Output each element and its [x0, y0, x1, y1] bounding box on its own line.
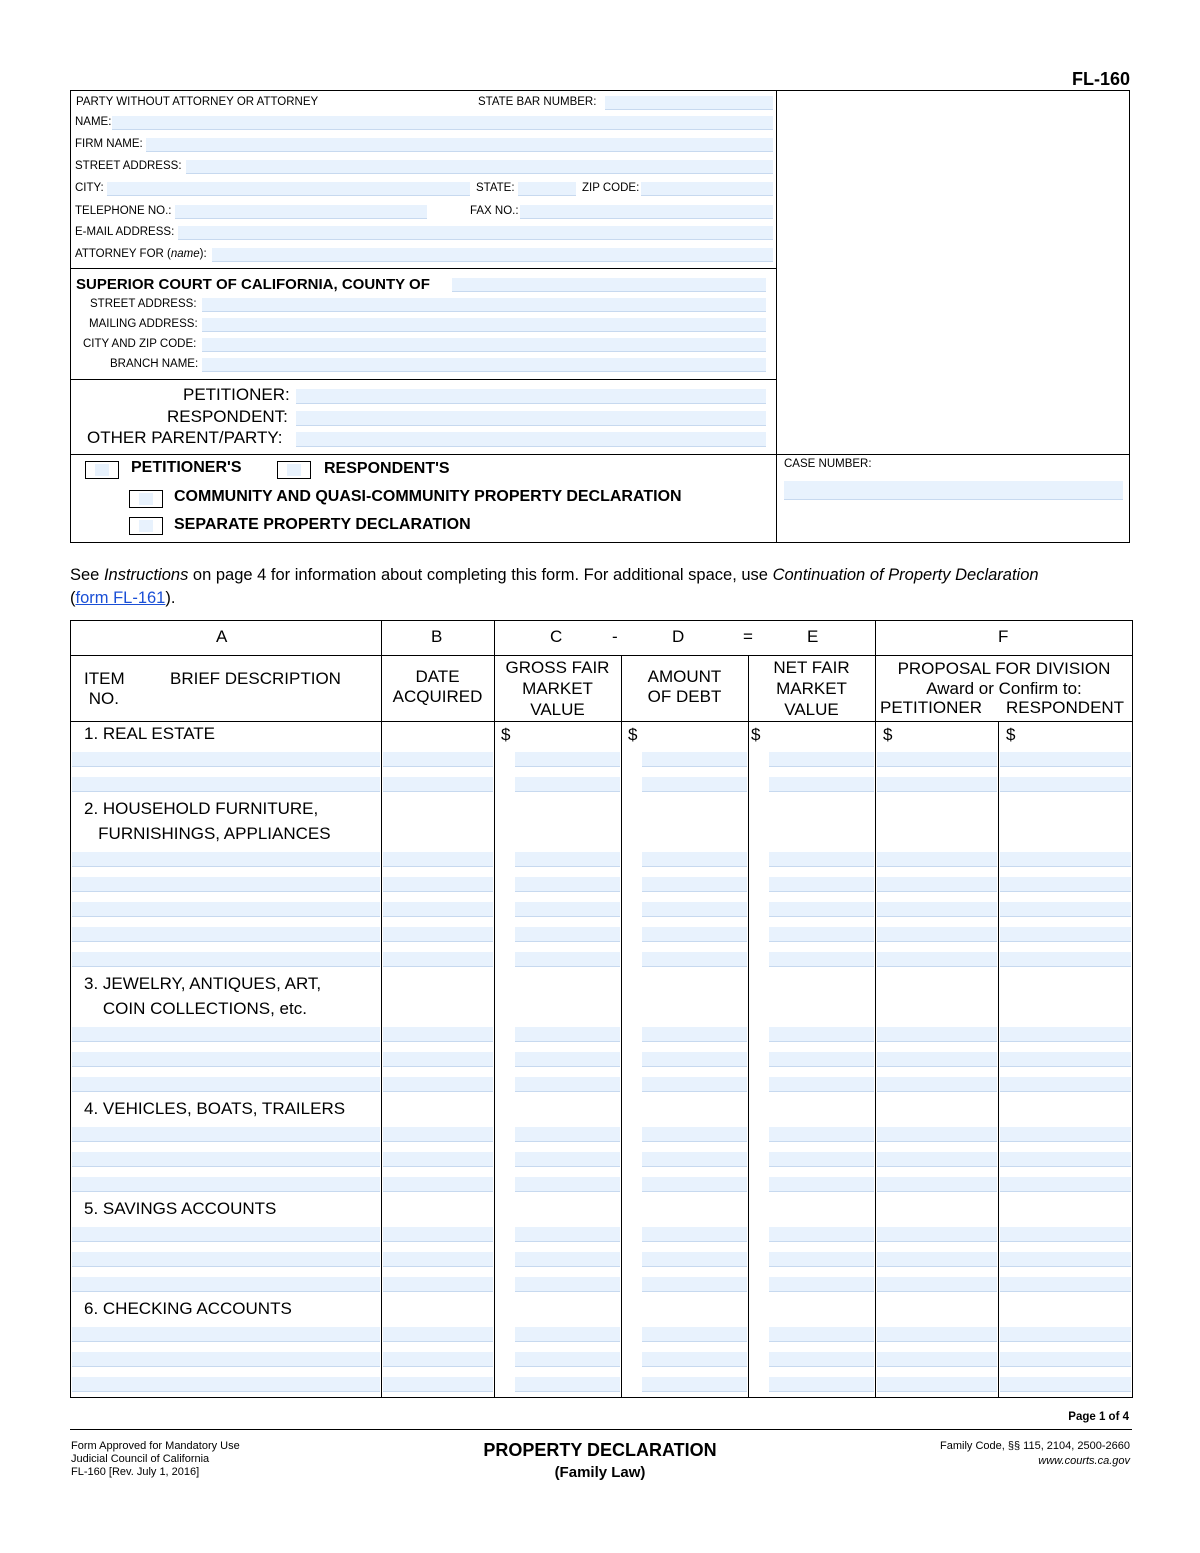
property-input-cell[interactable]	[72, 1377, 380, 1392]
property-input-cell[interactable]	[72, 1252, 380, 1267]
case-number-field[interactable]	[784, 481, 1123, 500]
property-input-cell[interactable]	[642, 752, 747, 767]
property-input-cell[interactable]	[769, 1177, 874, 1192]
property-input-cell[interactable]	[72, 852, 380, 867]
court-title: SUPERIOR COURT OF CALIFORNIA, COUNTY OF	[76, 276, 430, 293]
section-household: 2. HOUSEHOLD FURNITURE, FURNISHINGS, APPLIANCES	[84, 799, 331, 843]
state-bar-field[interactable]	[605, 96, 773, 110]
court-mailing-label: MAILING ADDRESS:	[89, 318, 198, 330]
property-input-cell[interactable]	[877, 1277, 997, 1292]
state-label: STATE:	[476, 182, 515, 194]
footer-title: PROPERTY DECLARATION	[483, 1440, 717, 1460]
property-input-cell[interactable]	[72, 877, 380, 892]
property-input-cell[interactable]	[769, 1277, 874, 1292]
property-input-cell[interactable]	[515, 877, 620, 892]
firm-field[interactable]	[146, 138, 773, 152]
property-input-cell[interactable]	[383, 952, 493, 967]
property-input-cell[interactable]	[877, 752, 997, 767]
property-input-cell[interactable]	[877, 777, 997, 792]
date-acquired-header: DATE ACQUIRED	[392, 667, 483, 706]
petitioner-col-header: PETITIONER	[880, 698, 983, 717]
property-input-cell[interactable]	[515, 1252, 620, 1267]
property-input-cell[interactable]	[877, 1252, 997, 1267]
property-input-cell[interactable]	[769, 1077, 874, 1092]
property-input-cell[interactable]	[877, 1027, 997, 1042]
property-input-cell[interactable]	[383, 1052, 493, 1067]
property-input-cell[interactable]	[1000, 1277, 1131, 1292]
property-input-cell[interactable]	[642, 1327, 747, 1342]
property-input-cell[interactable]	[383, 1152, 493, 1167]
col-a: A	[216, 627, 228, 646]
property-input-cell[interactable]	[1000, 1152, 1131, 1167]
section-vehicles: 4. VEHICLES, BOATS, TRAILERS	[84, 1099, 346, 1118]
property-input-cell[interactable]	[383, 777, 493, 792]
property-input-cell[interactable]	[515, 1377, 620, 1392]
property-input-cell[interactable]	[769, 1252, 874, 1267]
property-input-cell[interactable]	[642, 1052, 747, 1067]
property-input-cell[interactable]	[383, 1027, 493, 1042]
brief-description-header: BRIEF DESCRIPTION	[170, 669, 341, 688]
property-input-cell[interactable]	[769, 752, 874, 767]
form-id: FL-160	[1071, 69, 1130, 89]
dollar-gross: $	[501, 725, 511, 744]
col-d: D	[672, 627, 685, 646]
name-field[interactable]	[112, 116, 773, 130]
respondents-checkbox[interactable]	[277, 461, 311, 479]
property-input-cell[interactable]	[1000, 1352, 1131, 1367]
property-input-cell[interactable]	[72, 1227, 380, 1242]
email-label: E-MAIL ADDRESS:	[75, 226, 175, 238]
other-party-label: OTHER PARENT/PARTY:	[87, 428, 283, 447]
street-field[interactable]	[186, 160, 773, 174]
fax-label: FAX NO.:	[470, 205, 519, 217]
property-input-cell[interactable]	[383, 852, 493, 867]
property-input-cell[interactable]	[515, 902, 620, 917]
property-input-cell[interactable]	[877, 1152, 997, 1167]
telephone-label: TELEPHONE NO.:	[75, 205, 172, 217]
street-label: STREET ADDRESS:	[75, 160, 182, 172]
property-input-cell[interactable]	[877, 902, 997, 917]
property-input-cell[interactable]	[383, 1077, 493, 1092]
property-input-cell[interactable]	[877, 1227, 997, 1242]
property-input-cell[interactable]	[1000, 777, 1131, 792]
col-c: C	[550, 627, 563, 646]
court-street-field[interactable]	[202, 298, 766, 312]
court-branch-field[interactable]	[202, 358, 766, 372]
party-label: PARTY WITHOUT ATTORNEY OR ATTORNEY	[76, 96, 319, 108]
property-input-cell[interactable]	[1000, 1127, 1131, 1142]
respondent-col-header: RESPONDENT	[1006, 698, 1125, 717]
property-input-cell[interactable]	[642, 1252, 747, 1267]
property-input-cell[interactable]	[642, 1077, 747, 1092]
footer-rule	[70, 1429, 1132, 1430]
state-bar-label: STATE BAR NUMBER:	[478, 96, 597, 108]
col-minus: -	[612, 627, 618, 646]
col-e: E	[807, 627, 819, 646]
county-field[interactable]	[452, 278, 766, 292]
section-real-estate: 1. REAL ESTATE	[84, 724, 216, 743]
zip-field[interactable]	[641, 182, 773, 196]
approval-block: Form Approved for Mandatory Use Judicial Council of California FL-160 [Rev. July 1, 2016]	[71, 1440, 240, 1478]
property-input-cell[interactable]	[1000, 1377, 1131, 1392]
property-input-cell[interactable]	[1000, 852, 1131, 867]
property-input-cell[interactable]	[1000, 1052, 1131, 1067]
dollar-net: $	[751, 725, 761, 744]
footer-subtitle: (Family Law)	[554, 1464, 646, 1481]
property-input-cell[interactable]	[515, 1327, 620, 1342]
section-jewelry: 3. JEWELRY, ANTIQUES, ART, COIN COLLECTIONS, etc.	[84, 974, 322, 1018]
property-input-cell[interactable]	[642, 1227, 747, 1242]
respondent-field[interactable]	[296, 411, 766, 426]
property-input-cell[interactable]	[1000, 927, 1131, 942]
property-input-cell[interactable]	[383, 927, 493, 942]
property-input-cell[interactable]	[72, 752, 380, 767]
property-input-cell[interactable]	[1000, 902, 1131, 917]
petitioner-label: PETITIONER:	[183, 385, 290, 404]
property-input-cell[interactable]	[515, 1077, 620, 1092]
city-label: CITY:	[75, 182, 104, 194]
property-input-cell[interactable]	[72, 902, 380, 917]
property-input-cell[interactable]	[383, 1327, 493, 1342]
property-input-cell[interactable]	[769, 1052, 874, 1067]
court-city-zip-label: CITY AND ZIP CODE:	[83, 338, 197, 350]
caption-divider	[776, 90, 777, 543]
property-input-cell[interactable]	[769, 777, 874, 792]
property-input-cell[interactable]	[642, 1352, 747, 1367]
property-input-cell[interactable]	[1000, 1177, 1131, 1192]
property-input-cell[interactable]	[769, 902, 874, 917]
property-input-cell[interactable]	[769, 952, 874, 967]
telephone-field[interactable]	[175, 205, 427, 219]
property-input-cell[interactable]	[383, 1252, 493, 1267]
property-input-cell[interactable]	[515, 777, 620, 792]
property-input-cell[interactable]	[642, 1027, 747, 1042]
page-number: Page 1 of 4	[1068, 1411, 1129, 1423]
separate-checkbox[interactable]	[129, 517, 163, 535]
section-checking: 6. CHECKING ACCOUNTS	[84, 1299, 292, 1318]
property-input-cell[interactable]	[642, 952, 747, 967]
form-fl161-link[interactable]: form FL-161	[75, 589, 166, 607]
instructions-text: See Instructions on page 4 for information about completing this form. For additional space, use Continuation of Property Declaration (form FL-161).	[70, 566, 1039, 607]
property-input-cell[interactable]	[769, 877, 874, 892]
property-input-cell[interactable]	[72, 1077, 380, 1092]
property-input-cell[interactable]	[642, 852, 747, 867]
property-input-cell[interactable]	[769, 852, 874, 867]
property-input-cell[interactable]	[642, 1152, 747, 1167]
attorney-for-field[interactable]	[212, 248, 773, 262]
property-input-cell[interactable]	[515, 1152, 620, 1167]
court-street-label: STREET ADDRESS:	[90, 298, 197, 310]
debt-header: AMOUNT OF DEBT	[647, 667, 722, 706]
gross-value-header: GROSS FAIR MARKET VALUE	[505, 658, 610, 719]
name-label: NAME:	[75, 116, 112, 128]
property-input-cell[interactable]	[383, 1127, 493, 1142]
respondent-label: RESPONDENT:	[167, 407, 288, 426]
property-input-cell[interactable]	[383, 877, 493, 892]
section-savings: 5. SAVINGS ACCOUNTS	[84, 1199, 277, 1218]
property-input-cell[interactable]	[769, 1377, 874, 1392]
court-branch-label: BRANCH NAME:	[110, 358, 199, 370]
property-input-cell[interactable]	[1000, 1027, 1131, 1042]
property-input-cell[interactable]	[515, 952, 620, 967]
property-input-cell[interactable]	[769, 1327, 874, 1342]
proposal-header: PROPOSAL FOR DIVISION Award or Confirm to:	[897, 659, 1111, 698]
property-input-cell[interactable]	[383, 1227, 493, 1242]
property-input-cell[interactable]	[642, 1377, 747, 1392]
property-input-cell[interactable]	[515, 752, 620, 767]
property-input-cell[interactable]	[877, 1352, 997, 1367]
property-input-cell[interactable]	[877, 1077, 997, 1092]
property-input-cell[interactable]	[877, 1377, 997, 1392]
property-input-cell[interactable]	[642, 877, 747, 892]
property-input-cell[interactable]	[72, 1127, 380, 1142]
state-field[interactable]	[518, 182, 576, 196]
property-input-cell[interactable]	[1000, 1327, 1131, 1342]
property-input-cell[interactable]	[769, 1352, 874, 1367]
community-label: COMMUNITY AND QUASI-COMMUNITY PROPERTY DECLARATION	[174, 488, 682, 505]
firm-label: FIRM NAME:	[75, 138, 143, 150]
property-input-cell[interactable]	[1000, 952, 1131, 967]
property-input-cell[interactable]	[72, 1152, 380, 1167]
petitioner-field[interactable]	[296, 389, 766, 404]
city-field[interactable]	[107, 182, 470, 196]
property-input-cell[interactable]	[72, 1027, 380, 1042]
property-input-cell[interactable]	[72, 927, 380, 942]
property-input-cell[interactable]	[642, 1177, 747, 1192]
item-header: ITEM NO.	[84, 669, 125, 708]
property-input-cell[interactable]	[515, 1177, 620, 1192]
community-checkbox[interactable]	[129, 490, 163, 508]
property-input-cell[interactable]	[383, 1177, 493, 1192]
property-input-cell[interactable]	[383, 752, 493, 767]
col-b: B	[431, 627, 443, 646]
property-input-cell[interactable]	[769, 1027, 874, 1042]
dollar-debt: $	[628, 725, 638, 744]
other-party-field[interactable]	[296, 432, 766, 447]
dollar-petitioner: $	[883, 725, 893, 744]
col-equals: =	[743, 627, 753, 646]
property-input-cell[interactable]	[383, 1352, 493, 1367]
property-input-cell[interactable]	[1000, 1077, 1131, 1092]
property-input-cell[interactable]	[642, 1127, 747, 1142]
dollar-respondent: $	[1006, 725, 1016, 744]
petitioners-label: PETITIONER'S	[131, 459, 242, 476]
property-input-cell[interactable]	[515, 1227, 620, 1242]
property-input-cell[interactable]	[383, 1377, 493, 1392]
property-input-cell[interactable]	[877, 1127, 997, 1142]
property-input-cell[interactable]	[769, 1152, 874, 1167]
attorney-for-label: ATTORNEY FOR (name):	[75, 248, 207, 260]
property-input-cell[interactable]	[72, 1352, 380, 1367]
property-input-cell[interactable]	[1000, 877, 1131, 892]
property-input-cell[interactable]	[877, 1327, 997, 1342]
property-input-cell[interactable]	[515, 1352, 620, 1367]
property-input-cell[interactable]	[515, 927, 620, 942]
property-input-cell[interactable]	[877, 1052, 997, 1067]
property-input-cell[interactable]	[515, 1277, 620, 1292]
property-input-cell[interactable]	[877, 927, 997, 942]
property-input-cell[interactable]	[515, 1052, 620, 1067]
court-mailing-field[interactable]	[202, 318, 766, 332]
respondents-label: RESPONDENT'S	[324, 460, 450, 477]
case-number-label: CASE NUMBER:	[784, 458, 872, 470]
property-input-cell[interactable]	[877, 877, 997, 892]
property-input-cell[interactable]	[1000, 752, 1131, 767]
property-input-cell[interactable]	[877, 852, 997, 867]
property-input-cell[interactable]	[877, 952, 997, 967]
property-input-cell[interactable]	[72, 1277, 380, 1292]
property-input-cell[interactable]	[642, 1277, 747, 1292]
property-input-cell[interactable]	[72, 1327, 380, 1342]
property-input-cell[interactable]	[769, 1227, 874, 1242]
property-input-cell[interactable]	[383, 1277, 493, 1292]
property-input-cell[interactable]	[769, 1127, 874, 1142]
property-input-cell[interactable]	[72, 1177, 380, 1192]
court-city-zip-field[interactable]	[202, 338, 766, 352]
family-code-ref: Family Code, §§ 115, 2104, 2500-2660	[940, 1440, 1130, 1452]
fax-field[interactable]	[520, 205, 773, 219]
petitioners-checkbox[interactable]	[85, 461, 119, 479]
property-input-cell[interactable]	[642, 902, 747, 917]
property-input-cell[interactable]	[515, 852, 620, 867]
courts-url: www.courts.ca.gov	[1038, 1455, 1130, 1467]
property-input-cell[interactable]	[72, 777, 380, 792]
property-input-cell[interactable]	[1000, 1252, 1131, 1267]
property-input-cell[interactable]	[72, 1052, 380, 1067]
zip-label: ZIP CODE:	[582, 182, 640, 194]
property-input-cell[interactable]	[515, 1127, 620, 1142]
property-input-cell[interactable]	[877, 1177, 997, 1192]
property-input-cell[interactable]	[769, 927, 874, 942]
property-input-cell[interactable]	[383, 902, 493, 917]
property-input-cell[interactable]	[642, 927, 747, 942]
property-input-cell[interactable]	[72, 952, 380, 967]
property-input-cell[interactable]	[642, 777, 747, 792]
net-value-header: NET FAIR MARKET VALUE	[773, 658, 850, 719]
separate-label: SEPARATE PROPERTY DECLARATION	[174, 516, 471, 533]
property-input-cell[interactable]	[515, 1027, 620, 1042]
email-field[interactable]	[178, 226, 773, 240]
col-f: F	[998, 627, 1009, 646]
property-input-cell[interactable]	[1000, 1227, 1131, 1242]
